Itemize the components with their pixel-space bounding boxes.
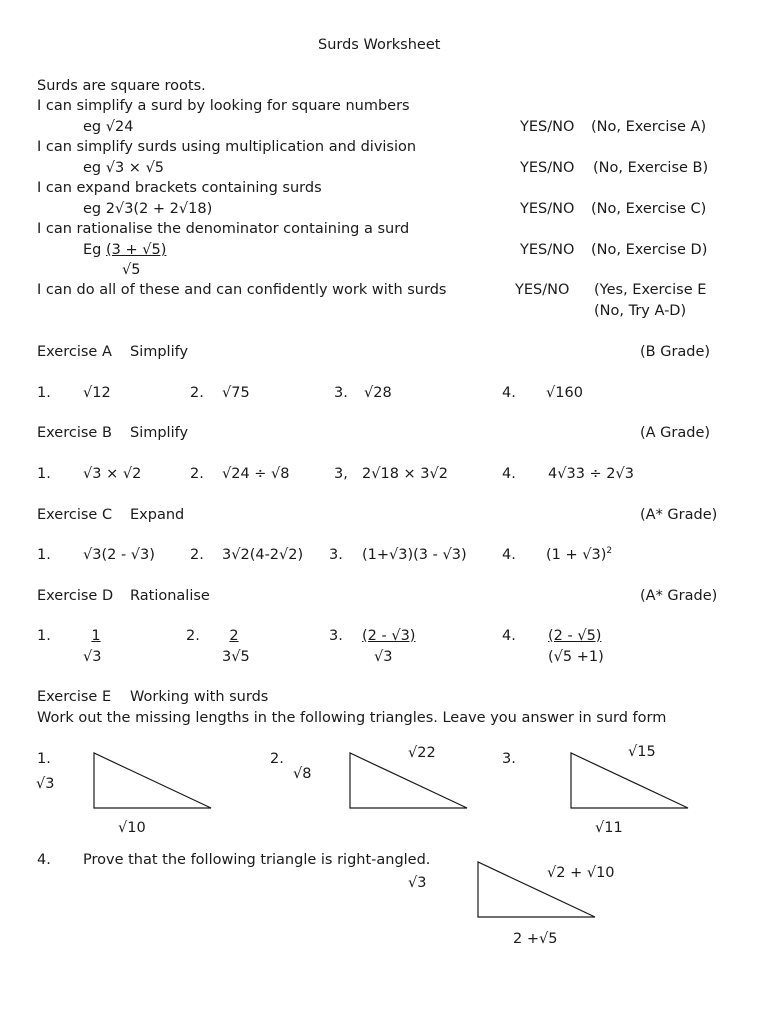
statement-1: I can simplify a surd by looking for square numbers [37,98,410,114]
exercise-c-q2-number: 2. [190,547,204,563]
triangle-1-number: 1. [37,751,51,767]
triangle-3 [571,753,688,808]
exercise-b-q2: √24 ÷ √8 [222,466,290,482]
exercise-a-q4: √160 [546,385,583,401]
exercise-d-heading: Exercise D [37,588,114,604]
exercise-d-q4-denominator: (√5 +1) [548,649,604,665]
exercise-a-grade: (B Grade) [640,344,711,360]
exercise-d-grade: (A* Grade) [640,588,718,604]
answer-4[interactable]: YES/NO [520,242,575,258]
triangle-3-hypotenuse: √15 [628,744,656,760]
exercise-d-q3-number: 3. [329,628,343,644]
example-1: eg √24 [83,119,134,135]
exercise-c-task: Expand [130,507,185,523]
answer-3[interactable]: YES/NO [520,201,575,217]
statement-3: I can expand brackets containing surds [37,180,322,196]
exercise-d-q1-number: 1. [37,628,51,644]
exercise-b-q3: 2√18 × 3√2 [362,466,448,482]
triangle-4-side: √3 [408,875,427,891]
route-final-no: (No, Try A-D) [594,303,687,319]
exercise-d-q3-numerator: (2 - √3) [362,628,416,644]
triangle-3-number: 3. [502,751,516,767]
statement-2: I can simplify surds using multiplication and division [37,139,417,155]
route-1: (No, Exercise A) [591,119,707,135]
answer-final[interactable]: YES/NO [515,282,570,298]
statement-final: I can do all of these and can confidently work with surds [37,282,447,298]
triangle-2-number: 2. [270,751,284,767]
exercise-c-q3-number: 3. [329,547,343,563]
triangle-4-hypotenuse: √2 + √10 [547,865,615,881]
route-2: (No, Exercise B) [593,160,709,176]
exercise-a-q2-number: 2. [190,385,204,401]
q4-text: Prove that the following triangle is right-angled. [83,852,431,868]
triangle-4-base: 2 +√5 [513,931,558,947]
exercise-b-q4-number: 4. [502,466,516,482]
exercise-b-q2-number: 2. [190,466,204,482]
exercise-d-q2-denominator: 3√5 [222,649,250,665]
page-title: Surds Worksheet [318,37,441,53]
exercise-b-q3-number: 3, [334,466,348,482]
exercise-a-q3-number: 3. [334,385,348,401]
triangle-3-base: √11 [595,820,623,836]
exercise-d-q2-numerator: 2 [229,628,239,644]
answer-2[interactable]: YES/NO [520,160,575,176]
triangle-1-base: √10 [118,820,146,836]
route-4: (No, Exercise D) [591,242,708,258]
exercise-b-heading: Exercise B [37,425,112,441]
exercise-d-q1-denominator: √3 [83,649,102,665]
exercise-d-q1-numerator: 1 [91,628,101,644]
triangle-2-side: √8 [293,766,312,782]
triangle-1 [94,753,211,808]
exercise-a-q2: √75 [222,385,250,401]
exercise-b-q1: √3 × √2 [83,466,142,482]
exercise-c-q4-number: 4. [502,547,516,563]
exercise-a-q4-number: 4. [502,385,516,401]
exercise-e-task: Working with surds [130,689,269,705]
exercise-b-task: Simplify [130,425,189,441]
exercise-c-q3: (1+√3)(3 - √3) [362,547,467,563]
example-3: eg 2√3(2 + 2√18) [83,201,213,217]
exercise-c-q4-power: 2 [606,546,613,557]
exercise-b-grade: (A Grade) [640,425,711,441]
exercise-c-heading: Exercise C [37,507,113,523]
exercise-c-grade: (A* Grade) [640,507,718,523]
exercise-e-heading: Exercise E [37,689,112,705]
exercise-b-q1-number: 1. [37,466,51,482]
exercise-d-q2-number: 2. [186,628,200,644]
exercise-c-q4-base: (1 + √3) [546,547,607,563]
exercise-d-q4-numerator: (2 - √5) [548,628,602,644]
example-4-numerator: (3 + √5) [106,242,167,258]
exercise-a-task: Simplify [130,344,189,360]
q4-number: 4. [37,852,51,868]
example-4-prefix: Eg [83,242,102,258]
exercise-e-instruction: Work out the missing lengths in the following triangles. Leave you answer in surd form [37,710,667,726]
exercise-d-task: Rationalise [130,588,210,604]
exercise-a-q1: √12 [83,385,111,401]
intro-line: Surds are square roots. [37,78,206,94]
exercise-a-q1-number: 1. [37,385,51,401]
example-4-denominator: √5 [122,262,141,278]
route-3: (No, Exercise C) [591,201,707,217]
triangle-1-side: √3 [36,776,55,792]
exercise-d-q4-number: 4. [502,628,516,644]
route-final-yes: (Yes, Exercise E [594,282,707,298]
answer-1[interactable]: YES/NO [520,119,575,135]
example-2: eg √3 × √5 [83,160,165,176]
triangle-2-hypotenuse: √22 [408,745,436,761]
exercise-c-q1-number: 1. [37,547,51,563]
statement-4: I can rationalise the denominator containing a surd [37,221,410,237]
exercise-c-q1: √3(2 - √3) [83,547,155,563]
exercise-b-q4: 4√33 ÷ 2√3 [548,466,634,482]
exercise-a-heading: Exercise A [37,344,112,360]
exercise-c-q2: 3√2(4-2√2) [222,547,304,563]
exercise-a-q3: √28 [364,385,392,401]
exercise-d-q3-denominator: √3 [374,649,393,665]
